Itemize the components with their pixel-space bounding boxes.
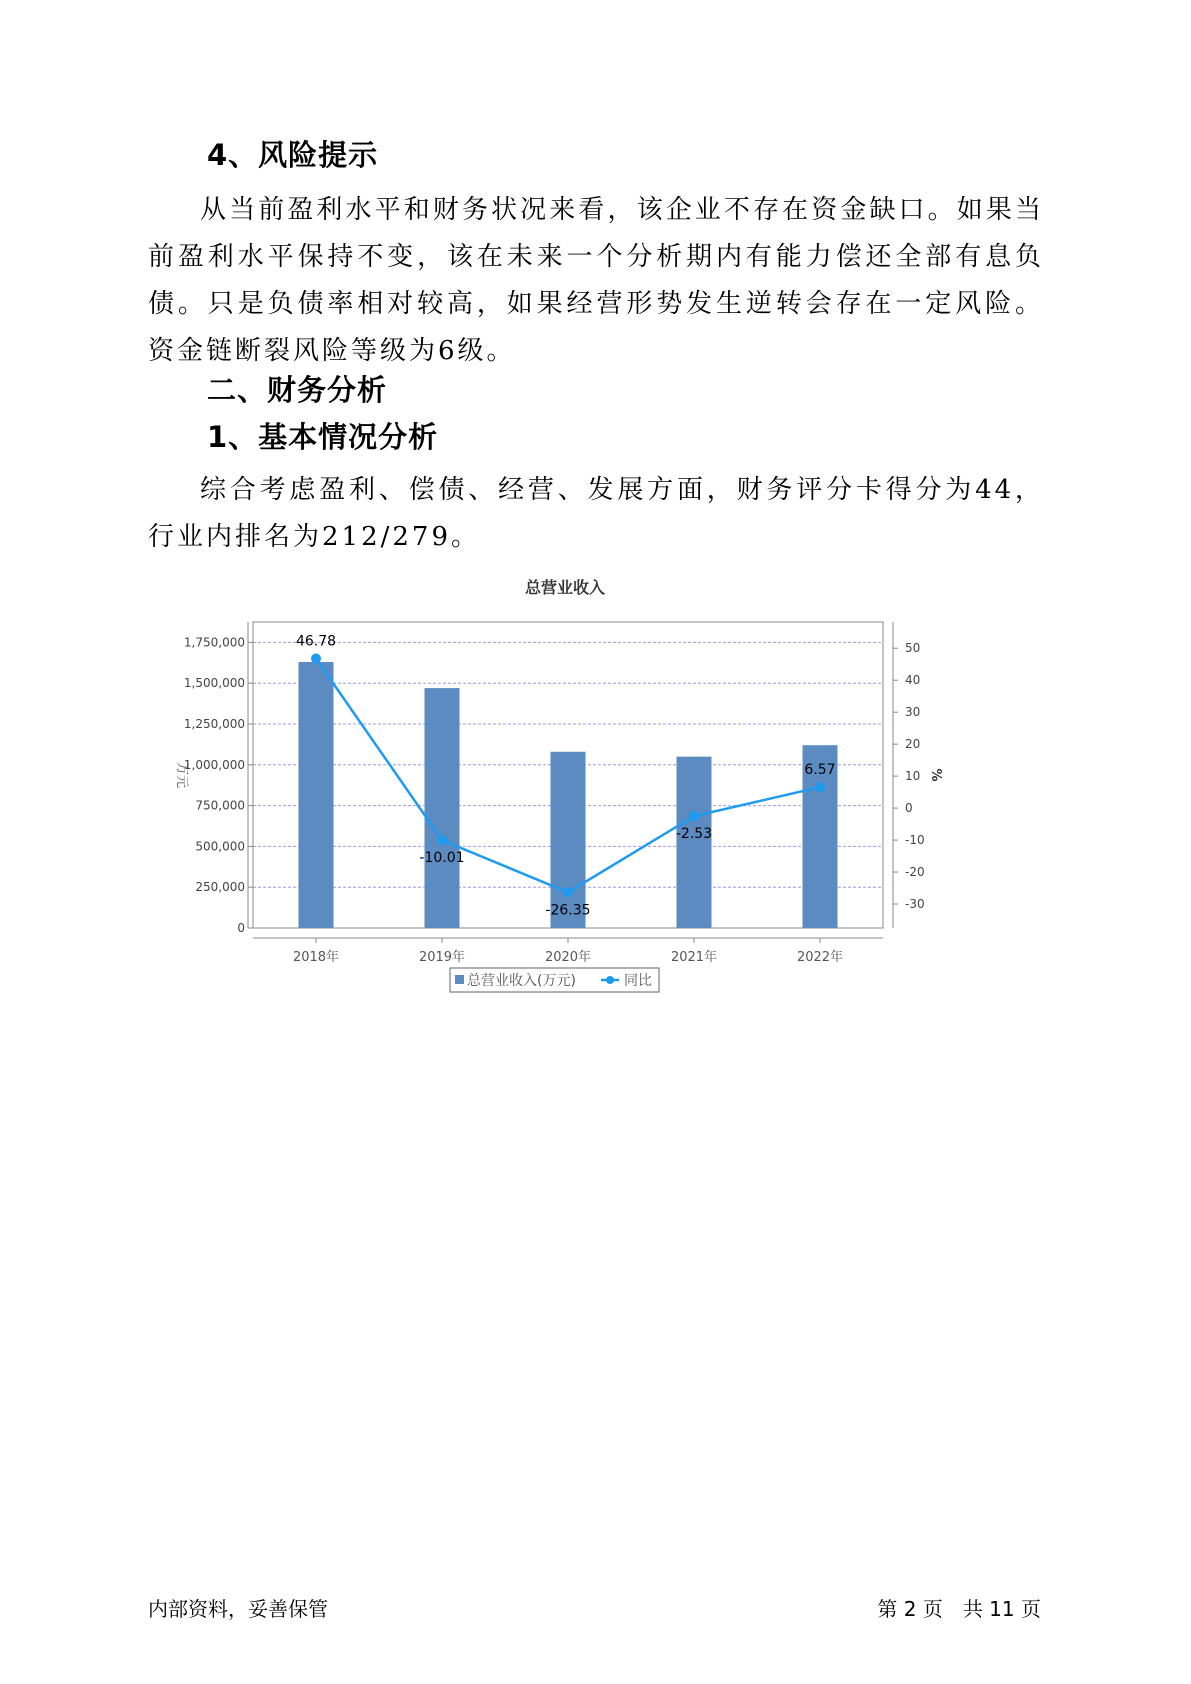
y-tick-label: 1,750,000	[183, 635, 245, 650]
y2-tick-label: 20	[905, 737, 921, 752]
y-tick-label: 1,000,000	[183, 757, 245, 772]
legend	[450, 968, 659, 992]
x-tick-label: 2021年	[670, 950, 718, 965]
bar	[425, 688, 460, 928]
y2-tick-label: -10	[905, 833, 925, 848]
legend-line-label: 同比	[624, 973, 652, 989]
y2-tick-label: -30	[905, 897, 925, 912]
legend-bar-swatch	[455, 975, 464, 984]
bar	[677, 757, 712, 928]
x-tick-label: 2022年	[796, 950, 844, 965]
y-tick-label: 250,000	[195, 880, 245, 895]
x-tick-label: 2018年	[292, 950, 340, 965]
y-axis-label: 万元	[174, 761, 189, 789]
basic-analysis-paragraph: 综合考虑盈利、偿债、经营、发展方面，财务评分卡得分为44，行业内排名为212/279。	[148, 475, 1044, 552]
legend-bar-label: 总营业收入(万元)	[467, 973, 576, 989]
line-point	[311, 654, 321, 664]
revenue-chart	[150, 575, 980, 1095]
line-point	[563, 887, 573, 897]
risk-paragraph: 从当前盈利水平和财务状况来看，该企业不存在资金缺口。如果当前盈利水平保持不变，该在未来一个分析期内有能力偿还全部有息负债。只是负债率相对较高，如果经营形势发生逆转会存在一定风险。资金链断裂风险等级为6级。	[148, 195, 1044, 366]
point-label: -10.01	[419, 850, 465, 867]
x-tick-label: 2020年	[544, 950, 592, 965]
y2-tick-label: 50	[905, 641, 921, 656]
y-tick-label: 0	[237, 921, 245, 935]
y-tick-label: 500,000	[195, 839, 245, 854]
legend-line-marker	[606, 976, 614, 984]
point-label: 46.78	[295, 633, 337, 650]
y2-tick-label: 40	[905, 673, 921, 688]
bar	[299, 662, 334, 928]
point-label: -2.53	[675, 826, 713, 843]
risk-section-heading: 4、风险提示	[207, 138, 379, 172]
line-point	[689, 811, 699, 821]
line-point	[437, 835, 447, 845]
y-tick-label: 750,000	[195, 798, 245, 813]
chart-title: 总营业收入	[524, 578, 606, 597]
footer-confidential: 内部资料，妥善保管	[148, 1597, 328, 1621]
y2-tick-label: -20	[905, 865, 925, 880]
line-point	[815, 782, 825, 792]
footer-page-number: 第 2 页 共 11 页	[877, 1597, 1041, 1621]
y2-tick-label: 30	[905, 705, 921, 720]
point-label: -26.35	[545, 902, 591, 919]
x-tick-label: 2019年	[418, 950, 466, 965]
point-label: 6.57	[804, 762, 836, 779]
y-tick-label: 1,500,000	[183, 676, 245, 691]
finance-section-heading: 二、财务分析	[207, 373, 388, 407]
basic-analysis-heading: 1、基本情况分析	[207, 420, 439, 454]
y2-tick-label: 10	[905, 769, 921, 784]
y2-tick-label: 0	[905, 801, 913, 816]
y-tick-label: 1,250,000	[183, 717, 245, 731]
y2-axis-label: %	[928, 768, 943, 782]
